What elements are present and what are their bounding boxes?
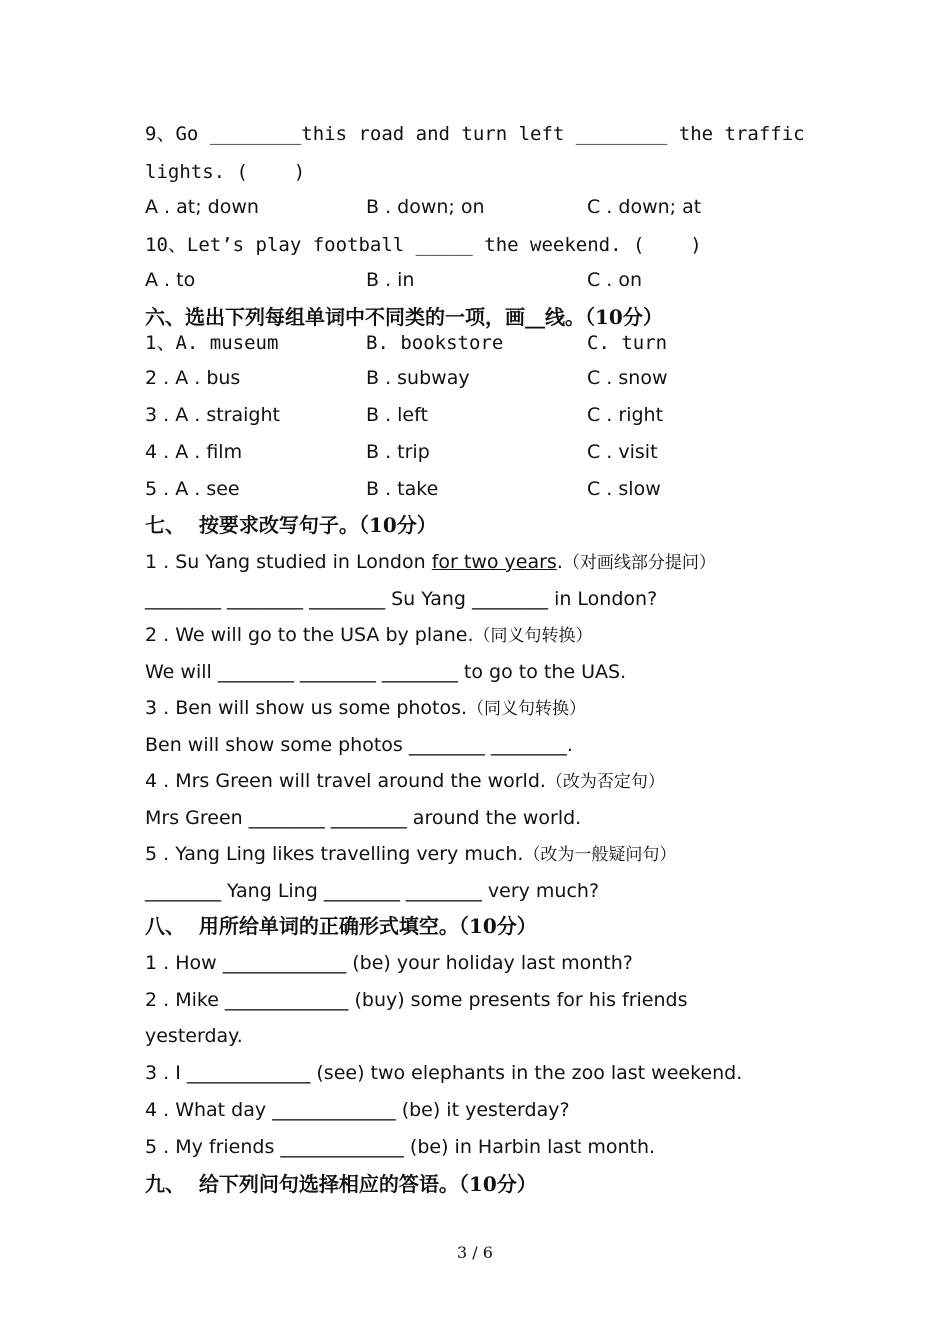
s7-q2-stem xyxy=(145,623,593,648)
s6-row5-a: 5 . A . see xyxy=(145,478,240,500)
section7-heading: 七、 按要求改写句子。（10分） xyxy=(145,513,437,537)
q9-option-a: A . at; down xyxy=(145,196,259,218)
s7-q4-note: （改为否定句） xyxy=(545,772,665,792)
s7-q1-underlined: for two years xyxy=(431,551,557,573)
s7-q5-answer: ________ Yang Ling ________ ________ very much? xyxy=(145,880,600,902)
s6-row4-c: C . visit xyxy=(587,441,658,463)
s8-q4: 4 . What day _____________ (be) it yesterday? xyxy=(145,1099,570,1121)
s7-q3-note: （同义句转换） xyxy=(467,699,587,719)
section6-heading: 六、选出下列每组单词中不同类的一项，画__线。（10分） xyxy=(145,305,663,329)
q10-option-a: A . to xyxy=(145,269,196,291)
s7-q1-period: . xyxy=(556,551,563,573)
s8-q5: 5 . My friends _____________ (be) in Harbin last month. xyxy=(145,1136,656,1158)
q9-stem-line1: 9、Go ________this road and turn left ________ the traffic xyxy=(145,123,805,145)
s7-q3-stem xyxy=(145,696,586,721)
s7-q4-text: 4 . Mrs Green will travel around the world. xyxy=(145,770,546,792)
s8-q2-line2: yesterday. xyxy=(145,1025,243,1047)
s7-q1-stem xyxy=(145,550,716,575)
s8-q1: 1 . How _____________ (be) your holiday last month? xyxy=(145,952,633,974)
s6-row4-a: 4 . A . film xyxy=(145,441,243,463)
s7-q2-note: （同义句转换） xyxy=(473,626,593,646)
s7-q1-text: 1 . Su Yang studied in London xyxy=(145,551,432,573)
s7-q1-note: （对画线部分提问） xyxy=(562,553,716,573)
s7-q3-text: 3 . Ben will show us some photos. xyxy=(145,697,468,719)
q9-option-b: B . down; on xyxy=(366,196,485,218)
s7-q1-answer: ________ ________ ________ Su Yang ________ in London? xyxy=(145,588,658,610)
q9-option-c: C . down; at xyxy=(587,196,702,218)
s8-q2-line1: 2 . Mike _____________ (buy) some presents for his friends xyxy=(145,989,688,1011)
s6-row1-c: C. turn xyxy=(587,332,668,354)
s6-row3-c: C . right xyxy=(587,404,664,426)
s6-row5-c: C . slow xyxy=(587,478,661,500)
s6-row2-b: B . subway xyxy=(366,367,470,389)
s6-row1-a: 1、A. museum xyxy=(145,332,279,354)
q10-stem: 10、Let’s play football _____ the weekend. ( ) xyxy=(145,234,702,256)
q10-option-c: C . on xyxy=(587,269,643,291)
s6-row3-b: B . left xyxy=(366,404,428,426)
s7-q2-text: 2 . We will go to the USA by plane. xyxy=(145,624,474,646)
s6-row5-b: B . take xyxy=(366,478,439,500)
s7-q3-answer: Ben will show some photos ________ ________. xyxy=(145,734,573,756)
page-number: 3 / 6 xyxy=(457,1243,493,1262)
s7-q4-answer: Mrs Green ________ ________ around the world. xyxy=(145,807,582,829)
s7-q4-stem xyxy=(145,769,665,794)
section8-heading: 八、 用所给单词的正确形式填空。（10分） xyxy=(145,914,537,938)
q9-stem-line2: lights. ( ) xyxy=(145,161,306,183)
s6-row2-c: C . snow xyxy=(587,367,668,389)
s7-q5-text: 5 . Yang Ling likes travelling very much. xyxy=(145,843,524,865)
s6-row4-b: B . trip xyxy=(366,441,430,463)
s6-row3-a: 3 . A . straight xyxy=(145,404,280,426)
s7-q5-note: （改为一般疑问句） xyxy=(523,845,677,865)
section9-heading: 九、 给下列问句选择相应的答语。（10分） xyxy=(145,1172,537,1196)
s7-q5-stem xyxy=(145,842,676,867)
s8-q3: 3 . I _____________ (see) two elephants in the zoo last weekend. xyxy=(145,1062,743,1084)
s7-q2-answer: We will ________ ________ ________ to go to the UAS. xyxy=(145,661,627,683)
q10-option-b: B . in xyxy=(366,269,415,291)
s6-row2-a: 2 . A . bus xyxy=(145,367,241,389)
s6-row1-b: B. bookstore xyxy=(366,332,504,354)
